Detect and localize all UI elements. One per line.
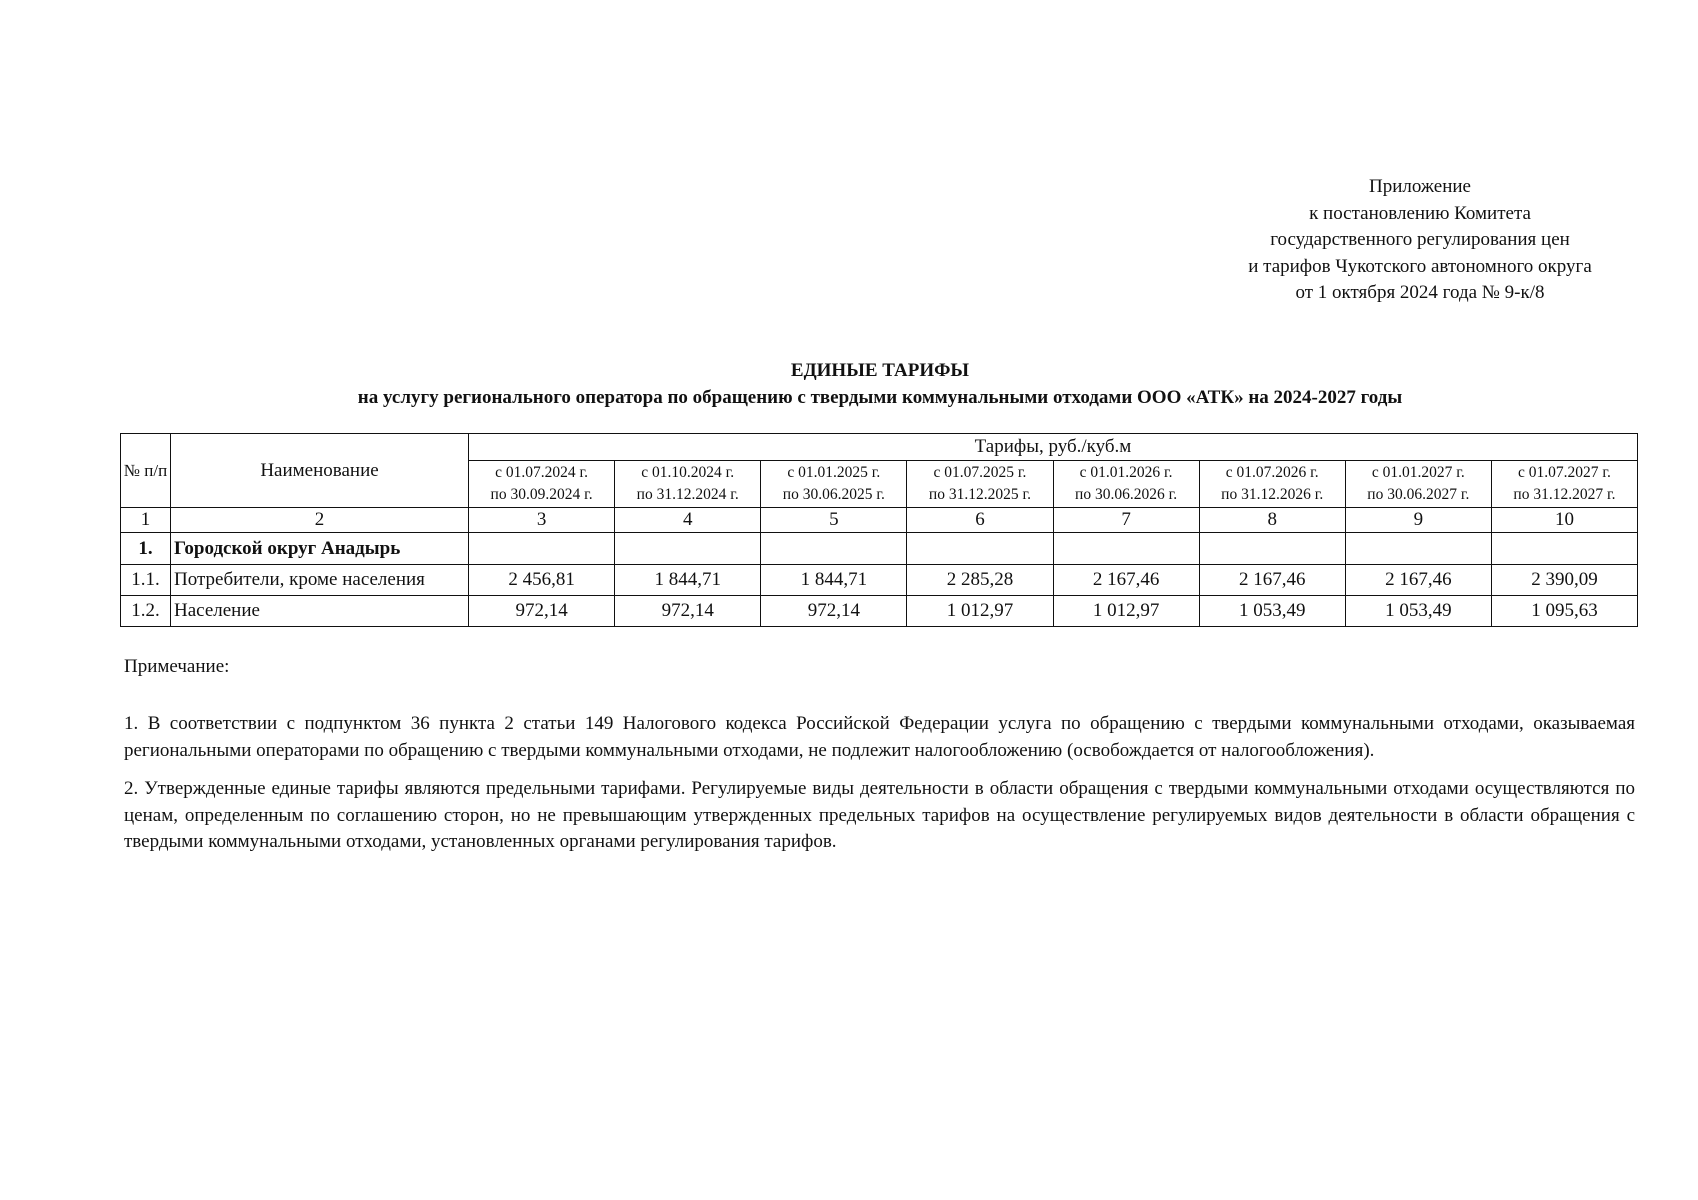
empty-cell (1053, 533, 1199, 565)
empty-cell (1491, 533, 1637, 565)
row-name: Потребители, кроме населения (171, 565, 469, 596)
empty-cell (1345, 533, 1491, 565)
period-header: с 01.01.2025 г. по 30.06.2025 г. (761, 461, 907, 508)
tariff-value: 2 167,46 (1345, 565, 1491, 596)
group-name: Городской округ Анадырь (171, 533, 469, 565)
table-header-row (121, 434, 1638, 461)
table-group-row (121, 533, 1638, 565)
appendix-block (1180, 174, 1660, 307)
tariff-value: 1 844,71 (615, 565, 761, 596)
column-index: 3 (469, 508, 615, 533)
period-header: с 01.01.2026 г. по 30.06.2026 г. (1053, 461, 1199, 508)
notes-label: Примечание: (124, 656, 230, 677)
tariff-value: 2 167,46 (1199, 565, 1345, 596)
period-header: с 01.07.2025 г. по 31.12.2025 г. (907, 461, 1053, 508)
tariff-value: 2 285,28 (907, 565, 1053, 596)
column-index: 5 (761, 508, 907, 533)
column-index: 9 (1345, 508, 1491, 533)
tariff-value: 1 095,63 (1491, 596, 1637, 627)
note-item: 2. Утвержденные единые тарифы являются предельными тарифами. Регулируемые виды деятельности в области обращения с твердыми коммунальными отходами осуществляются по ценам, определенным по соглашению сторон, но не превышающим утвержденных предельных тарифов на осуществление регулируемых видов деятельности в области обращения с твердыми коммунальными отходами, установленных органами регулирования тарифов. (124, 778, 1635, 852)
column-index: 4 (615, 508, 761, 533)
column-index: 7 (1053, 508, 1199, 533)
column-index: 1 (121, 508, 171, 533)
header-name: Наименование (171, 434, 469, 508)
tariff-value: 1 012,97 (1053, 596, 1199, 627)
empty-cell (761, 533, 907, 565)
tariff-value: 1 053,49 (1199, 596, 1345, 627)
tariff-value: 1 844,71 (761, 565, 907, 596)
tariff-value: 2 167,46 (1053, 565, 1199, 596)
header-no: № п/п (121, 434, 171, 508)
column-index: 10 (1491, 508, 1637, 533)
tariff-value: 2 456,81 (469, 565, 615, 596)
appendix-line: государственного регулирования цен (1270, 229, 1570, 250)
column-index: 8 (1199, 508, 1345, 533)
empty-cell (469, 533, 615, 565)
tariff-value: 972,14 (761, 596, 907, 627)
table-index-row (121, 508, 1638, 533)
row-name: Население (171, 596, 469, 627)
period-header: с 01.07.2024 г. по 30.09.2024 г. (469, 461, 615, 508)
row-no: 1.2. (121, 596, 171, 627)
row-no: 1.1. (121, 565, 171, 596)
period-header: с 01.07.2027 г. по 31.12.2027 г. (1491, 461, 1637, 508)
tariff-value: 2 390,09 (1491, 565, 1637, 596)
appendix-line: и тарифов Чукотского автономного округа (1248, 255, 1592, 277)
header-tariffs: Тарифы, руб./куб.м (469, 434, 1638, 461)
tariffs-table (120, 433, 1638, 627)
empty-cell (907, 533, 1053, 565)
title-main: ЕДИНЫЕ ТАРИФЫ (790, 360, 970, 381)
document-title (0, 357, 1698, 411)
period-header: с 01.07.2026 г. по 31.12.2026 г. (1199, 461, 1345, 508)
column-index: 6 (907, 508, 1053, 533)
tariff-value: 1 012,97 (907, 596, 1053, 627)
column-index: 2 (171, 508, 469, 533)
empty-cell (615, 533, 761, 565)
period-header: с 01.10.2024 г. по 31.12.2024 г. (615, 461, 761, 508)
tariff-value: 972,14 (469, 596, 615, 627)
note-item: 1. В соответствии с подпунктом 36 пункта 2 статьи 149 Налогового кодекса Российской Федерации услуга по обращению с твердыми коммунальными отходами, оказываемая региональными операторами по обращению с твердыми коммунальными отходами, не подлежит налогообложению (освобождается от налогообложения). (124, 713, 1635, 761)
appendix-line: Приложение (1369, 176, 1471, 197)
tariff-value: 1 053,49 (1345, 596, 1491, 627)
title-sub: на услугу регионального оператора по обращению с твердыми коммунальными отходами ООО «АТК» на 2024-2027 годы (357, 387, 1403, 408)
empty-cell (1199, 533, 1345, 565)
tariff-value: 972,14 (615, 596, 761, 627)
table-row (121, 565, 1638, 596)
period-header: с 01.01.2027 г. по 30.06.2027 г. (1345, 461, 1491, 508)
group-no: 1. (121, 533, 171, 565)
table-row (121, 596, 1638, 627)
appendix-line: к постановлению Комитета (1309, 202, 1531, 224)
appendix-line: от 1 октября 2024 года № 9-к/8 (1295, 282, 1545, 303)
